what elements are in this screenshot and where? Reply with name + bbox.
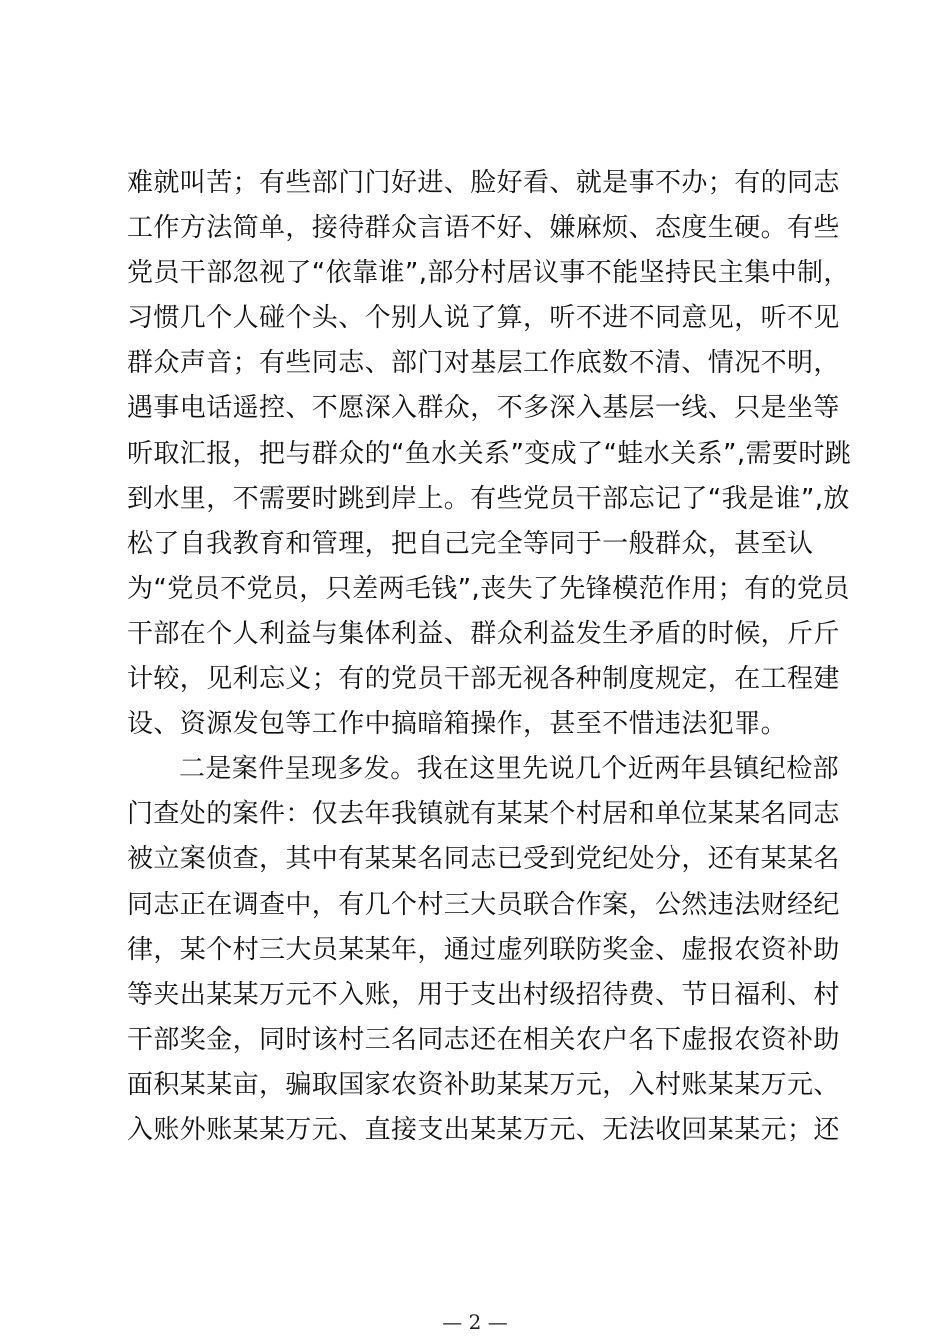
- paragraph-start-line: 二是案件呈现多发。我在这里先说几个近两年县镇纪检部: [179, 754, 840, 784]
- text-line: 难就叫苦；有些部门门好进、脸好看、就是事不办；有的同志: [127, 168, 840, 198]
- text-line: 工作方法简单，接待群众言语不好、嫌麻烦、态度生硬。有些: [127, 213, 840, 243]
- text-line: 干部奖金，同时该村三名同志还在相关农户名下虚报农资补助: [127, 1025, 840, 1055]
- text-line: 门查处的案件：仅去年我镇就有某某个村居和单位某某名同志: [127, 799, 840, 829]
- text-line: 设、资源发包等工作中搞暗箱操作，甚至不惜违法犯罪。: [127, 709, 788, 739]
- text-line: 面积某某亩，骗取国家农资补助某某万元，入村账某某万元、: [127, 1070, 840, 1100]
- text-line: 等夹出某某万元不入账，用于支出村级招待费、节日福利、村: [127, 980, 840, 1010]
- text-line: 遇事电话遥控、不愿深入群众，不多深入基层一线、只是坐等: [127, 393, 840, 423]
- page-number: — 2 —: [442, 1310, 508, 1334]
- text-line: 松了自我教育和管理，把自己完全等同于一般群众，甚至认: [127, 529, 814, 559]
- text-line: 律，某个村三大员某某年，通过虚列联防奖金、虚报农资补助: [127, 935, 840, 965]
- text-line: 入账外账某某万元、直接支出某某万元、无法收回某某元；还: [127, 1115, 840, 1145]
- text-line: 党员干部忽视了“依靠谁”,部分村居议事不能坚持民主集中制，: [127, 258, 850, 288]
- text-line: 习惯几个人碰个头、个别人说了算，听不进不同意见，听不见: [127, 303, 840, 333]
- text-line: 干部在个人利益与集体利益、群众利益发生矛盾的时候，斤斤: [127, 619, 840, 649]
- text-line: 到水里，不需要时跳到岸上。有些党员干部忘记了“我是谁”,放: [127, 484, 850, 514]
- text-line: 群众声音；有些同志、部门对基层工作底数不清、情况不明，: [127, 348, 840, 378]
- text-line: 为“党员不党员，只差两毛钱”,丧失了先锋模范作用；有的党员: [127, 574, 850, 604]
- text-line: 同志正在调查中，有几个村三大员联合作案，公然违法财经纪: [127, 890, 840, 920]
- text-line: 计较，见利忘义；有的党员干部无视各种制度规定，在工程建: [127, 664, 840, 694]
- text-line: 被立案侦查，其中有某某名同志已受到党纪处分，还有某某名: [127, 844, 840, 874]
- text-line: 听取汇报，把与群众的“鱼水关系”变成了“蛙水关系”,需要时跳: [127, 439, 852, 469]
